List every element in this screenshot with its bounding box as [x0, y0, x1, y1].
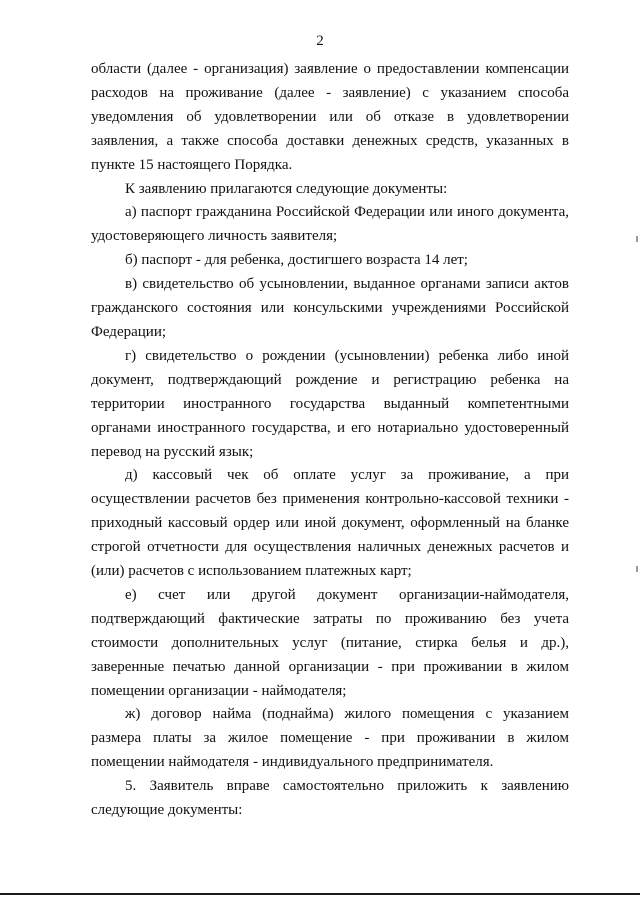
list-item-d: д) кассовый чек об оплате услуг за проживание, а при осуществлении расчетов без применения контрольно-кассовой техники - приходный кассовый ордер или иной документ, оформленный на бланке строгой отчетности для осуществления наличных денежных расчетов и (или) расчетов с использованием платежных карт;: [91, 467, 569, 580]
scan-edge-mark: [636, 236, 638, 242]
list-item-g: г) свидетельство о рождении (усыновлении) ребенка либо иной документ, подтверждающий рождение и регистрацию ребенка на территории иностранного государства выданный компетентными органами иностранного государства, и его нотариально удостоверенный перевод на русский язык;: [91, 347, 569, 460]
list-item-zh: ж) договор найма (поднайма) жилого помещения с указанием размера платы за жилое помещение - при проживании в жилом помещении наймодателя - индивидуального предпринимателя.: [91, 706, 569, 771]
page-number: 2: [316, 33, 324, 49]
paragraph-intro-continuation: области (далее - организация) заявление о предоставлении компенсации расходов на проживание (далее - заявление) с указанием способа уведомления об удовлетворении или об отказе в удовлетворении заявления, а также способа доставки денежных средств, указанных в пункте 15 настоящего Порядка.: [91, 61, 569, 173]
list-item-a: а) паспорт гражданина Российской Федерации или иного документа, удостоверяющего личность заявителя;: [91, 204, 569, 245]
scan-bottom-edge: [0, 893, 640, 895]
paragraph-section-5: 5. Заявитель вправе самостоятельно приложить к заявлению следующие документы:: [91, 778, 569, 819]
list-item-e: е) счет или другой документ организации-наймодателя, подтверждающий фактические затраты по проживанию без учета стоимости дополнительных услуг (питание, стирка белья и др.), заверенные печатью данной организации - при проживании в жилом помещении организации - наймодателя;: [91, 586, 569, 699]
paragraph-attached-documents: К заявлению прилагаются следующие документы:: [125, 180, 448, 197]
list-item-b: б) паспорт - для ребенка, достигшего возраста 14 лет;: [125, 252, 468, 269]
list-item-v: в) свидетельство об усыновлении, выданное органами записи актов гражданского состояния или консульскими учреждениями Российской Федерации;: [91, 276, 569, 340]
scan-edge-mark: [636, 566, 638, 572]
document-body: [91, 58, 569, 823]
